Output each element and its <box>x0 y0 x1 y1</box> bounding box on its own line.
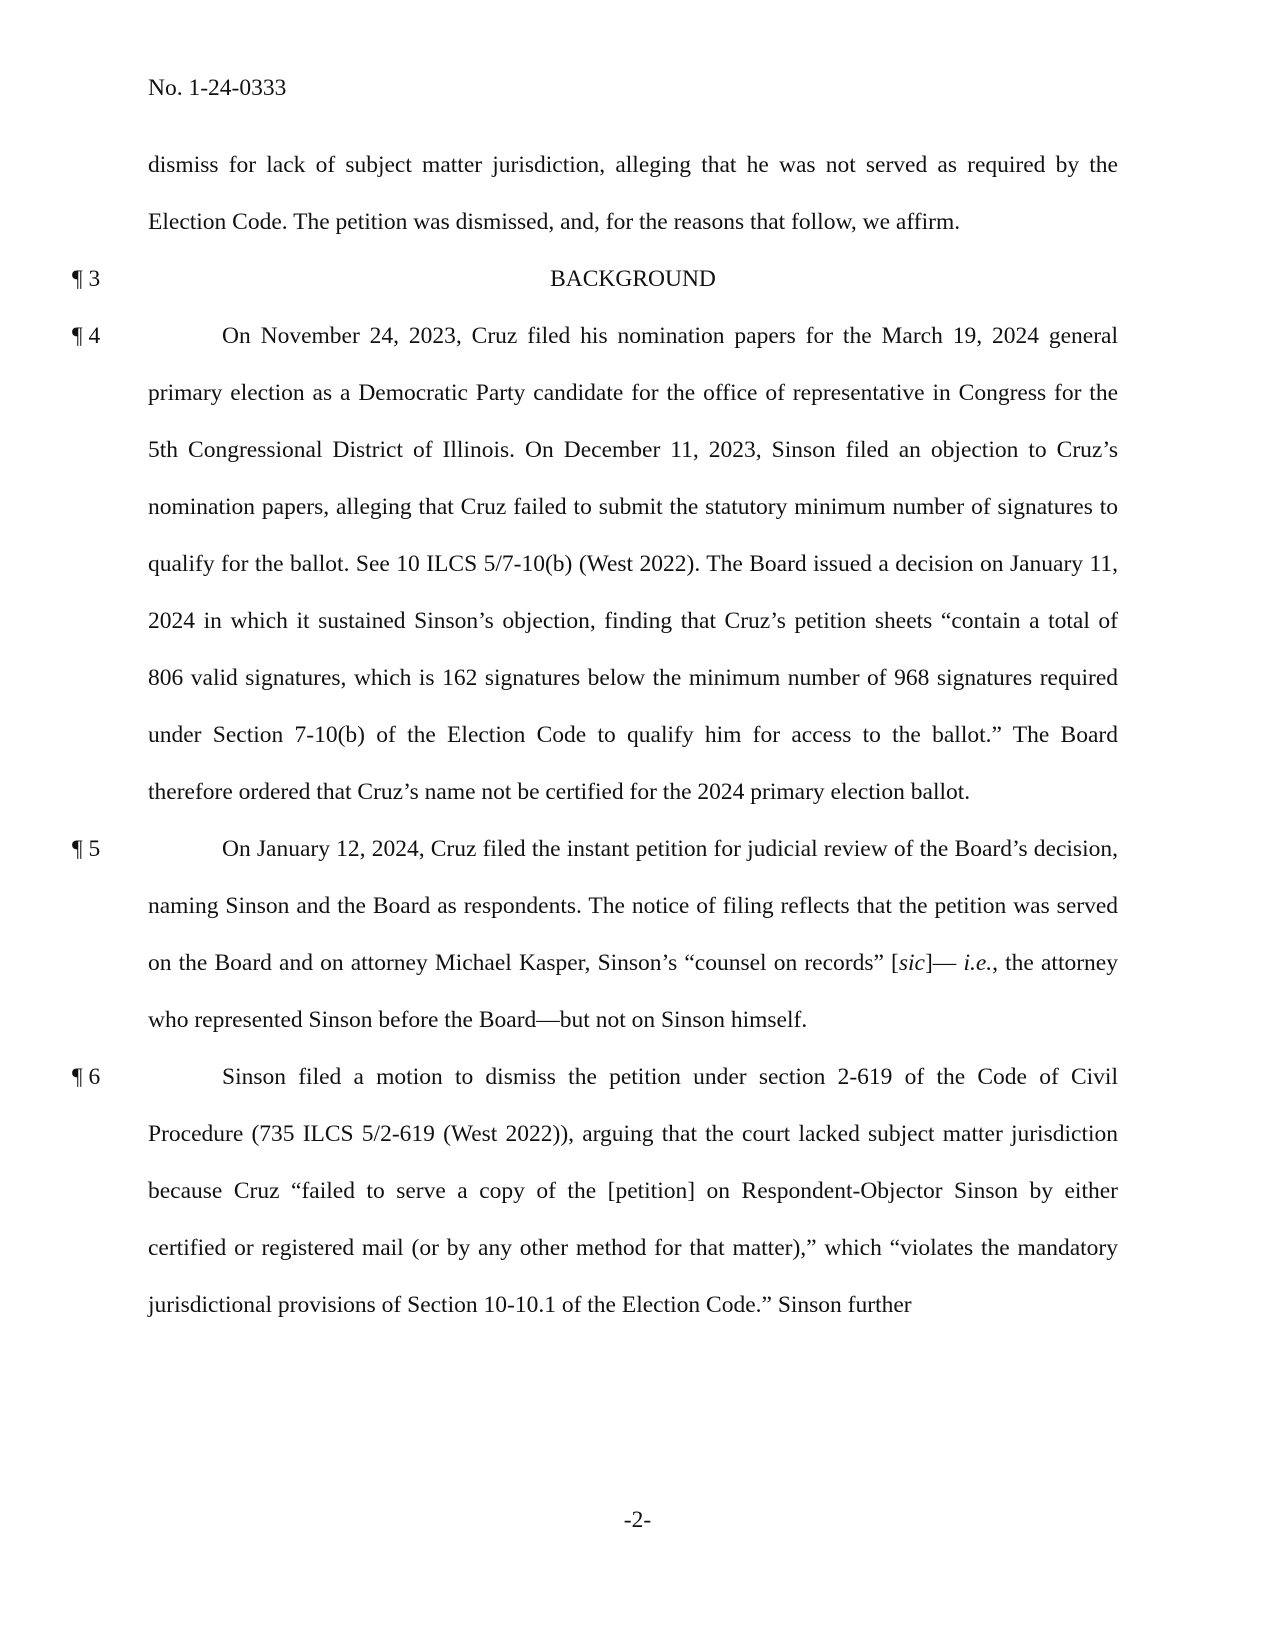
paragraph-6 <box>72 1049 1118 1334</box>
section-heading <box>72 251 1118 308</box>
paragraph-5-text-c: , the attorney who represented Sinson before the Board—but not on Sinson himself. <box>148 950 1118 1033</box>
continuation-paragraph: dismiss for lack of subject matter jurisdiction, alleging that he was not served as required by the Election Code. The petition was dismissed, and, for the reasons that follow, we affirm. <box>148 152 1118 235</box>
paragraph-6-text: Sinson filed a motion to dismiss the petition under section 2-619 of the Code of Civil Procedure (735 ILCS 5/2-619 (West 2022)), arguing that the court lacked subject matter jurisdiction because Cruz “failed to serve a copy of the [petition] on Respondent-Objector Sinson by either certified or registered mail (or by any other method for that matter),” which “violates the mandatory jurisdictional provisions of Section 10-10.1 of the Election Code.” Sinson further <box>148 1064 1118 1318</box>
case-number: No. 1-24-0333 <box>148 75 287 101</box>
opinion-body <box>72 137 1118 1334</box>
paragraph-5-text-a: On January 12, 2024, Cruz filed the instant petition for judicial review of the Board’s decision, naming Sinson and the Board as respondents. The notice of filing reflects that the petition was served on the Board and on attorney Michael Kasper, Sinson’s “counsel on records” [ <box>148 836 1118 976</box>
ie-italic: i.e. <box>963 950 993 976</box>
paragraph-5 <box>72 821 1118 1049</box>
paragraph-4 <box>72 308 1118 821</box>
paragraph-marker-3: ¶ 3 <box>72 266 101 292</box>
paragraph-5-text-b: ]— <box>924 950 964 976</box>
page-number: -2- <box>623 1507 652 1533</box>
sic-italic: sic <box>898 950 925 976</box>
paragraph-marker-6: ¶ 6 <box>72 1064 101 1090</box>
paragraph-4-text: On November 24, 2023, Cruz filed his nomination papers for the March 19, 2024 general primary election as a Democratic Party candidate for the office of representative in Congress for the 5th Congressional District of Illinois. On December 11, 2023, Sinson filed an objection to Cruz’s nomination papers, alleging that Cruz failed to submit the statutory minimum number of signatures to qualify for the ballot. See 10 ILCS 5/7-10(b) (West 2022). The Board issued a decision on January 11, 2024 in which it sustained Sinson’s objection, finding that Cruz’s petition sheets “contain a total of 806 valid signatures, which is 162 signatures below the minimum number of 968 signatures required under Section 7-10(b) of the Election Code to qualify him for access to the ballot.” The Board therefore ordered that Cruz’s name not be certified for the 2024 primary election ballot. <box>148 323 1118 805</box>
paragraph-marker-4: ¶ 4 <box>72 323 101 349</box>
paragraph-marker-5: ¶ 5 <box>72 836 101 862</box>
section-heading-title: BACKGROUND <box>550 266 716 292</box>
